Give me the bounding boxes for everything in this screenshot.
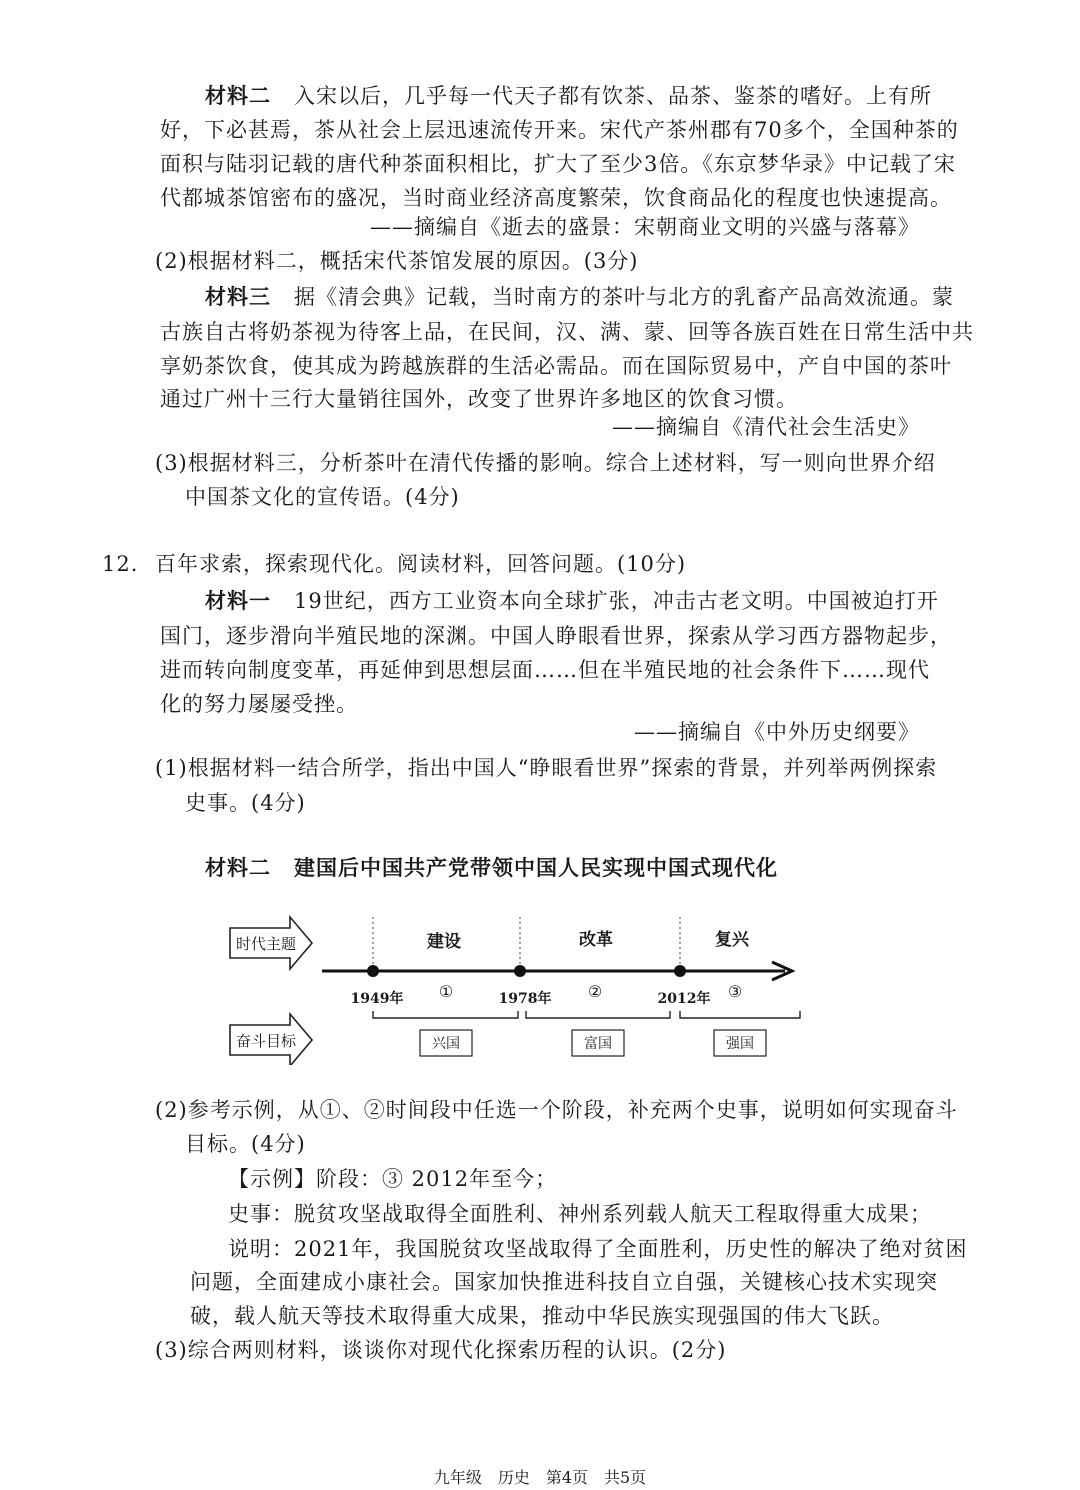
material2-text: 入宋以后，几乎每一代天子都有饮茶、品茶、鉴茶的嗜好。上有所 — [294, 84, 933, 108]
theme-arrow — [230, 917, 312, 969]
q12-material1-source: ——摘编自《中外历史纲要》 — [634, 720, 920, 744]
goal-arrow — [230, 1014, 312, 1065]
example-explain-line-1: 说明：2021年，我国脱贫攻坚战取得了全面胜利，历史性的解决了绝对贫困 — [228, 1237, 968, 1261]
material3-source: ——摘编自《清代社会生活史》 — [612, 415, 920, 439]
goal-fuguo: 富国 — [584, 1036, 612, 1052]
q12-material1-line-2: 国门，逐步滑向半殖民地的深渊。中国人睁眼看世界，探索从学习西方器物起步， — [160, 624, 952, 648]
year-2012: 2012年 — [657, 991, 711, 1007]
material3-line-4: 通过广州十三行大量销往国外，改变了世界许多地区的饮食习惯。 — [160, 387, 798, 411]
question-11-2: (2)根据材料二，概括宋代茶馆发展的原因。(3分) — [155, 249, 639, 273]
theme-arrow-label: 时代主题 — [235, 935, 297, 953]
question-12-number: 12. — [102, 552, 139, 576]
question-12-2-line-2: 目标。(4分) — [185, 1132, 306, 1156]
year-1978: 1978年 — [498, 991, 552, 1007]
year-1949: 1949年 — [350, 991, 404, 1007]
material3-text: 据《清会典》记载，当时南方的茶叶与北方的乳畜产品高效流通。蒙 — [294, 285, 955, 309]
stage-3: ③ — [727, 982, 743, 1001]
example-explain-line-2: 问题，全面建成小康社会。国家加快推进科技自立自强，关键核心技术实现突 — [190, 1270, 938, 1294]
material2-line-3: 面积与陆羽记载的唐代种茶面积相比，扩大了至少3倍。《东京梦华录》中记载了宋 — [160, 152, 956, 176]
goal-qiangguo: 强国 — [726, 1036, 754, 1052]
brace-1 — [373, 1011, 518, 1018]
question-11-3-line-1: (3)根据材料三，分析茶叶在清代传播的影响。综合上述材料，写一则向世界介绍 — [155, 451, 936, 475]
example-events: 史事：脱贫攻坚战取得全面胜利、神州系列载人航天工程取得重大成果； — [228, 1202, 932, 1226]
node-1949 — [367, 965, 379, 977]
question-11-3-line-2: 中国茶文化的宣传语。(4分) — [185, 485, 460, 509]
material2-line-4: 代都城茶馆密布的盛况，当时商业经济高度繁荣，饮食商品化的程度也快速提高。 — [160, 186, 952, 210]
question-12-2-line-1: (2)参考示例，从①、②时间段中任选一个阶段，补充两个史事，说明如何实现奋斗 — [155, 1098, 958, 1122]
material3-line-3: 享奶茶饮食，使其成为跨越族群的生活必需品。而在国际贸易中，产自中国的茶叶 — [160, 354, 952, 378]
theme-gaige: 改革 — [579, 930, 613, 950]
example-explain-line-3: 破，载人航天等技术取得重大成果，推动中华民族实现强国的伟大飞跃。 — [190, 1304, 894, 1328]
material2-label: 材料二 — [205, 83, 271, 108]
goal-xingguo: 兴国 — [432, 1036, 460, 1052]
goal-arrow-label: 奋斗目标 — [235, 1032, 297, 1050]
q12-material1-label: 材料一 — [205, 588, 271, 613]
theme-jianshe: 建设 — [427, 932, 461, 952]
brace-3 — [680, 1011, 800, 1018]
example-stage: 【示例】阶段：③ 2012年至今； — [228, 1167, 558, 1191]
question-12-3: (3)综合两则材料，谈谈你对现代化探索历程的认识。(2分) — [155, 1338, 727, 1362]
q12-material1-line-3: 进而转向制度变革，再延伸到思想层面……但在半殖民地的社会条件下……现代 — [160, 658, 930, 682]
question-12-title: 百年求索，探索现代化。阅读材料，回答问题。(10分) — [155, 552, 687, 576]
theme-fuxing: 复兴 — [715, 930, 749, 950]
page-footer: 九年级 历史 第4页 共5页 — [433, 1468, 647, 1487]
q12-material2-line — [205, 852, 778, 884]
material3-line-2: 古族自古将奶茶视为待客上品，在民间，汉、满、蒙、回等各族百姓在日常生活中共 — [160, 320, 974, 344]
node-1978 — [514, 965, 526, 977]
brace-2 — [526, 1011, 670, 1018]
q12-material2-label: 材料二 — [205, 855, 271, 880]
material3-label: 材料三 — [205, 284, 271, 309]
q12-material2-title: 建国后中国共产党带领中国人民实现中国式现代化 — [294, 855, 779, 880]
material2-line-1 — [205, 80, 932, 112]
material2-source: ——摘编自《逝去的盛景：宋朝商业文明的兴盛与落幕》 — [370, 215, 920, 239]
timeline-diagram — [220, 905, 820, 1065]
question-12-1-line-2: 史事。(4分) — [185, 791, 306, 815]
stage-1: ① — [438, 982, 454, 1001]
q12-material1-line-4: 化的努力屡屡受挫。 — [160, 692, 358, 716]
question-12-1-line-1: (1)根据材料一结合所学，指出中国人“睁眼看世界”探索的背景，并列举两例探索 — [155, 756, 938, 780]
q12-material1-text: 19世纪，西方工业资本向全球扩张，冲击古老文明。中国被迫打开 — [294, 589, 939, 613]
material3-line-1 — [205, 281, 954, 313]
node-2012 — [674, 965, 686, 977]
material2-line-2: 好，下必甚焉，茶从社会上层迅速流传开来。宋代产茶州郡有70多个，全国种茶的 — [160, 118, 959, 142]
q12-material1-line-1 — [205, 585, 939, 617]
stage-2: ② — [587, 982, 603, 1001]
